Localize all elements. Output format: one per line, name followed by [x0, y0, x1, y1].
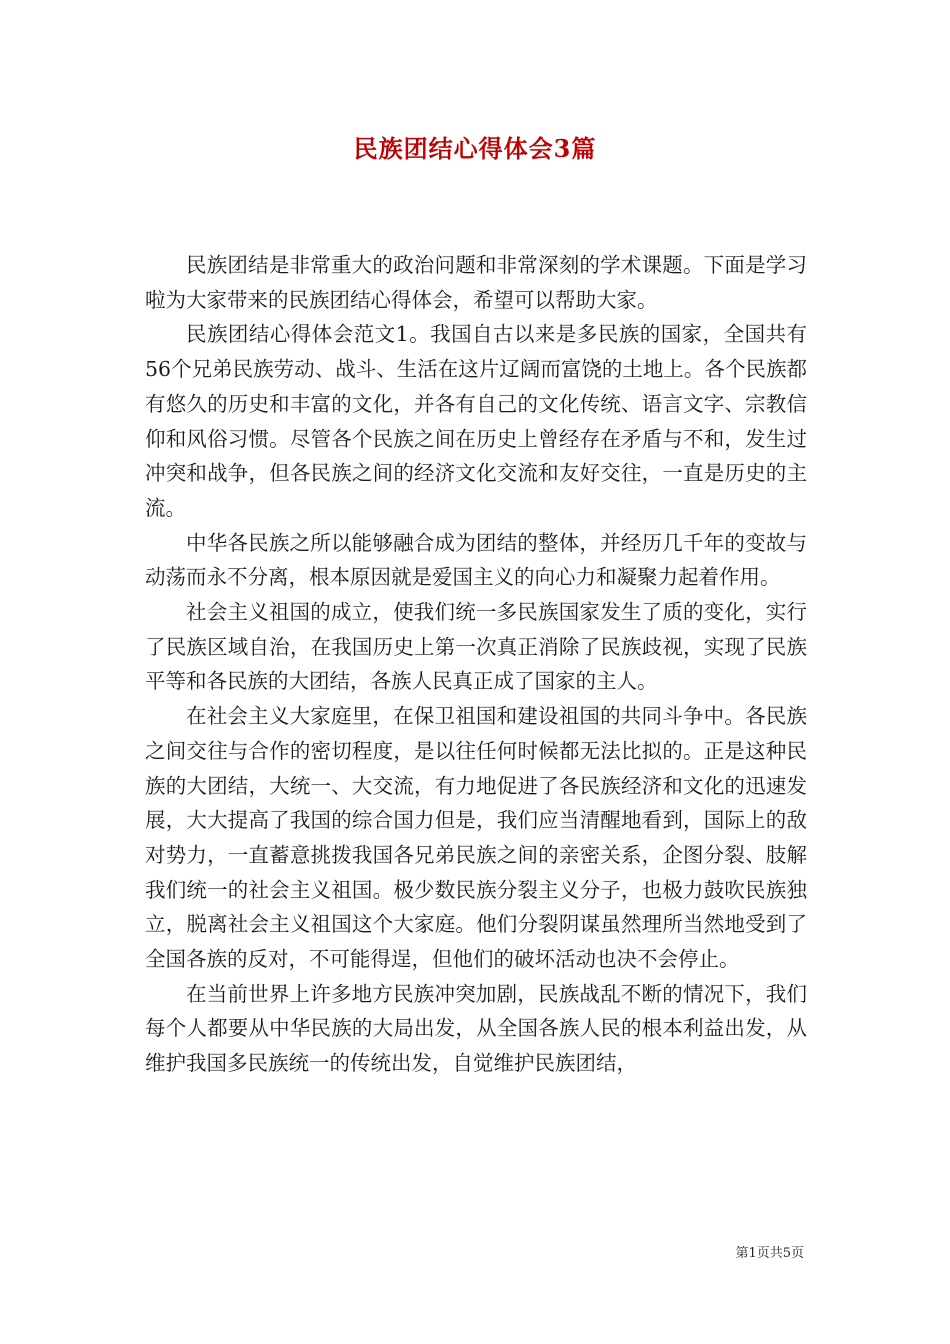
paragraph-3: 中华各民族之所以能够融合成为团结的整体，并经历几千年的变故与动荡而永不分离，根本原因就是爱国主义的向心力和凝聚力起着作用。 — [145, 530, 807, 590]
paragraph-1: 民族团结是非常重大的政治问题和非常深刻的学术课题。下面是学习啦为大家带来的民族团结心得体会，希望可以帮助大家。 — [145, 253, 807, 312]
paragraph-2: 民族团结心得体会范文1。我国自古以来是多民族的国家，全国共有56个兄弟民族劳动、战斗、生活在这片辽阔而富饶的土地上。各个民族都有悠久的历史和丰富的文化，并各有自己的文化传统、语言文字、宗教信仰和风俗习惯。尽管各个民族之间在历史上曾经存在矛盾与不和，发生过冲突和战争，但各民族之间的经济文化交流和友好交往，一直是历史的主流。 — [145, 322, 807, 520]
document-title: 民族团结心得体会3篇 — [353, 134, 597, 163]
document-body — [145, 248, 807, 1081]
paragraph-4: 社会主义祖国的成立，使我们统一多民族国家发生了质的变化，实行了民族区域自治，在我国历史上第一次真正消除了民族歧视，实现了民族平等和各民族的大团结，各族人民真正成了国家的主人。 — [145, 600, 807, 694]
paragraph-5: 在社会主义大家庭里，在保卫祖国和建设祖国的共同斗争中。各民族之间交往与合作的密切程度，是以往任何时候都无法比拟的。正是这种民族的大团结，大统一、大交流，有力地促进了各民族经济和文化的迅速发展，大大提高了我国的综合国力但是，我们应当清醒地看到，国际上的敌对势力，一直蓄意挑拨我国各兄弟民族之间的亲密关系，企图分裂、肢解我们统一的社会主义祖国。极少数民族分裂主义分子，也极力鼓吹民族独立，脱离社会主义祖国这个大家庭。他们分裂阴谋虽然理所当然地受到了全国各族的反对，不可能得逞，但他们的破坏活动也决不会停止。 — [145, 704, 807, 972]
page-number-footer: 第1页共5页 — [735, 1246, 804, 1261]
paragraph-6: 在当前世界上许多地方民族冲突加剧，民族战乱不断的情况下，我们每个人都要从中华民族的大局出发，从全国各族人民的根本利益出发，从维护我国多民族统一的传统出发，自觉维护民族团结， — [145, 981, 807, 1076]
